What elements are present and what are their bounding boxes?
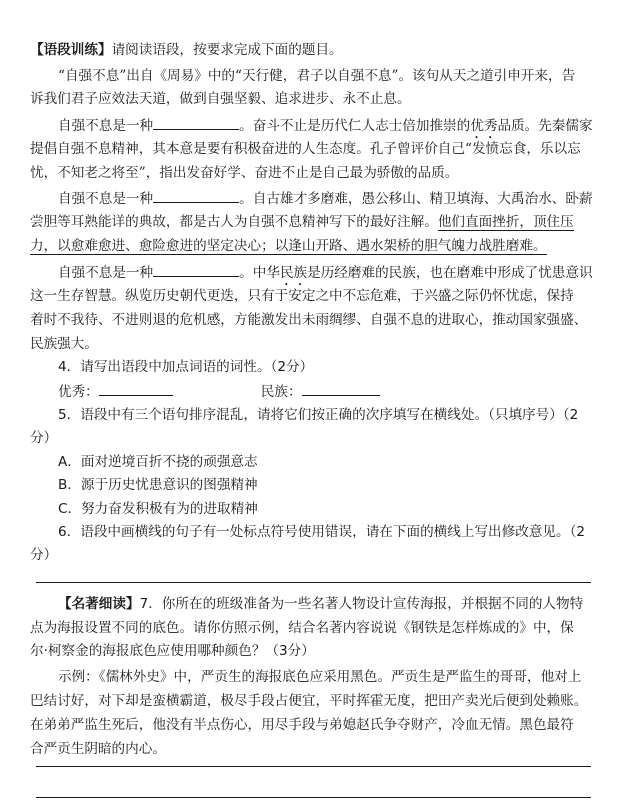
para3-lead: 自强不息是一种 [58, 191, 154, 207]
dotted-word-minzu: 民族 [279, 265, 308, 281]
section2-line1 [58, 594, 596, 614]
answer-line-q7-1[interactable] [36, 766, 591, 767]
answer-line-q6[interactable] [36, 582, 591, 583]
question-6-line2: 分） [30, 547, 58, 563]
option-c: C．努力奋发积极有为的进取精神 [58, 501, 258, 517]
para4-line3: 着时不我待、不进则退的危机感，方能激发出未雨绸缪、自强不息的进取心，推动国家强盛、 [30, 312, 588, 328]
para4-line1 [58, 262, 596, 289]
para2-text-a: 。奋斗不止是历代仁人志士倍加推崇的 [239, 118, 471, 134]
option-a: A．面对逆境百折不挠的顽强意志 [58, 454, 258, 470]
para4-line4: 民族强大。 [30, 336, 98, 352]
para1-line2: 诉我们君子应效法天道，做到自强坚毅、追求进步、永不止息。 [30, 91, 411, 107]
para3-line3 [30, 236, 596, 256]
section1-tag: 【语段训练】 [30, 42, 112, 58]
para3-text-a: 。自古雄才多磨难，愚公移山、精卫填海、大禹治水、卧薪 [239, 191, 593, 207]
para2-text-b: 品质。先秦儒家 [497, 118, 593, 134]
answer-label-minzu: 民族： [260, 384, 302, 400]
question-5-line1: 5．语段中有三个语句排序混乱，请将它们按正确的次序填写在横线处。（只填序号）（2 [58, 407, 579, 423]
underlined-sentence-part2: 力，以愈难愈进、愈险愈进的坚定决心；以逢山开路、遇水架桥的胆气魄力战胜磨难。 [30, 238, 547, 254]
section1-instruction: 请阅读语段，按要求完成下面的题目。 [111, 42, 343, 58]
blank-1[interactable] [153, 115, 239, 130]
dotted-word-youxiu: 优秀 [470, 118, 498, 134]
question-6-line1: 6．语段中画横线的句子有一处标点符号使用错误，请在下面的横线上写出修改意见。（2 [58, 524, 586, 540]
question-5-line2: 分） [30, 430, 58, 446]
option-b: B．源于历史忧患意识的图强精神 [58, 477, 258, 493]
para3-text-b: 尝胆等耳熟能详的典故，都是古人为自强不息精神写下的最好注解。 [30, 214, 438, 230]
question-7-intro: 7．你所在的班级准备为一些名著人物设计宣传海报，并根据不同的人物特 [139, 596, 584, 612]
question-7-line2: 点为海报设置不同的底色。请你仿照示例，结合名著内容说说《钢铁是怎样炼成的》中，保 [30, 620, 574, 636]
example-line1: 示例：《儒林外史》中，严贡生的海报底色应采用黑色。严贡生是严监生的哥哥，他对上 [58, 669, 582, 685]
para2-line3: 忧，不知老之将至”，指出发奋好学、奋进不止是自己最为骄傲的品质。 [30, 165, 459, 181]
para1-line1: “自强不息”出自《周易》中的“天行健，君子以自强不息”。该句从天之道引申开来，告 [58, 68, 576, 84]
para3-line2 [30, 212, 596, 232]
para2-lead: 自强不息是一种 [58, 118, 154, 134]
example-line2: 巴结讨好，对下却是蛮横霸道，极尽手段占便宜，平时挥霍无度，把田产卖光后便到处赖账。 [30, 693, 588, 709]
underlined-sentence-part1: 他们直面挫折，顶住压 [437, 214, 574, 230]
section2-tag: 【名著细读】 [58, 596, 140, 612]
section1-heading [30, 40, 596, 60]
para4-text-a: 。中华 [239, 265, 280, 281]
answer-blank-youxiu[interactable] [99, 381, 173, 396]
answer-line-q7-2[interactable] [36, 797, 591, 798]
blank-2[interactable] [153, 188, 239, 203]
answer-blank-minzu[interactable] [302, 381, 380, 396]
para3-line1 [58, 188, 596, 209]
answer-label-youxiu: 优秀： [58, 384, 99, 400]
question-4: 4．请写出语段中加点词语的词性。（2分） [58, 359, 314, 375]
blank-3[interactable] [153, 262, 239, 277]
para2-line1 [58, 115, 596, 142]
para4-text-b: 是历经磨难的民族，也在磨难中形成了忧患意识 [307, 265, 593, 281]
para2-line2: 提倡自强不息精神，其本意是要有积极奋进的人生态度。孔子曾评价自己“发愤忘食，乐以忘 [30, 141, 581, 157]
para4-line2: 这一生存智慧。纵览历史朝代更迭，只有于安定之中不忘危难，于兴盛之际仍怀忧虑，保持 [30, 288, 574, 304]
example-line4: 合严贡生阴暗的内心。 [30, 741, 166, 757]
example-line3: 在弟弟严监生死后，他没有半点伤心，用尽手段与弟媳赵氏争夺财产，冷血无情。黑色最符 [30, 717, 574, 733]
question-7-line3: 尔·柯察金的海报底色应使用哪种颜色？（3分） [30, 643, 315, 659]
para4-lead: 自强不息是一种 [58, 265, 154, 281]
question-4-answers [58, 381, 596, 402]
